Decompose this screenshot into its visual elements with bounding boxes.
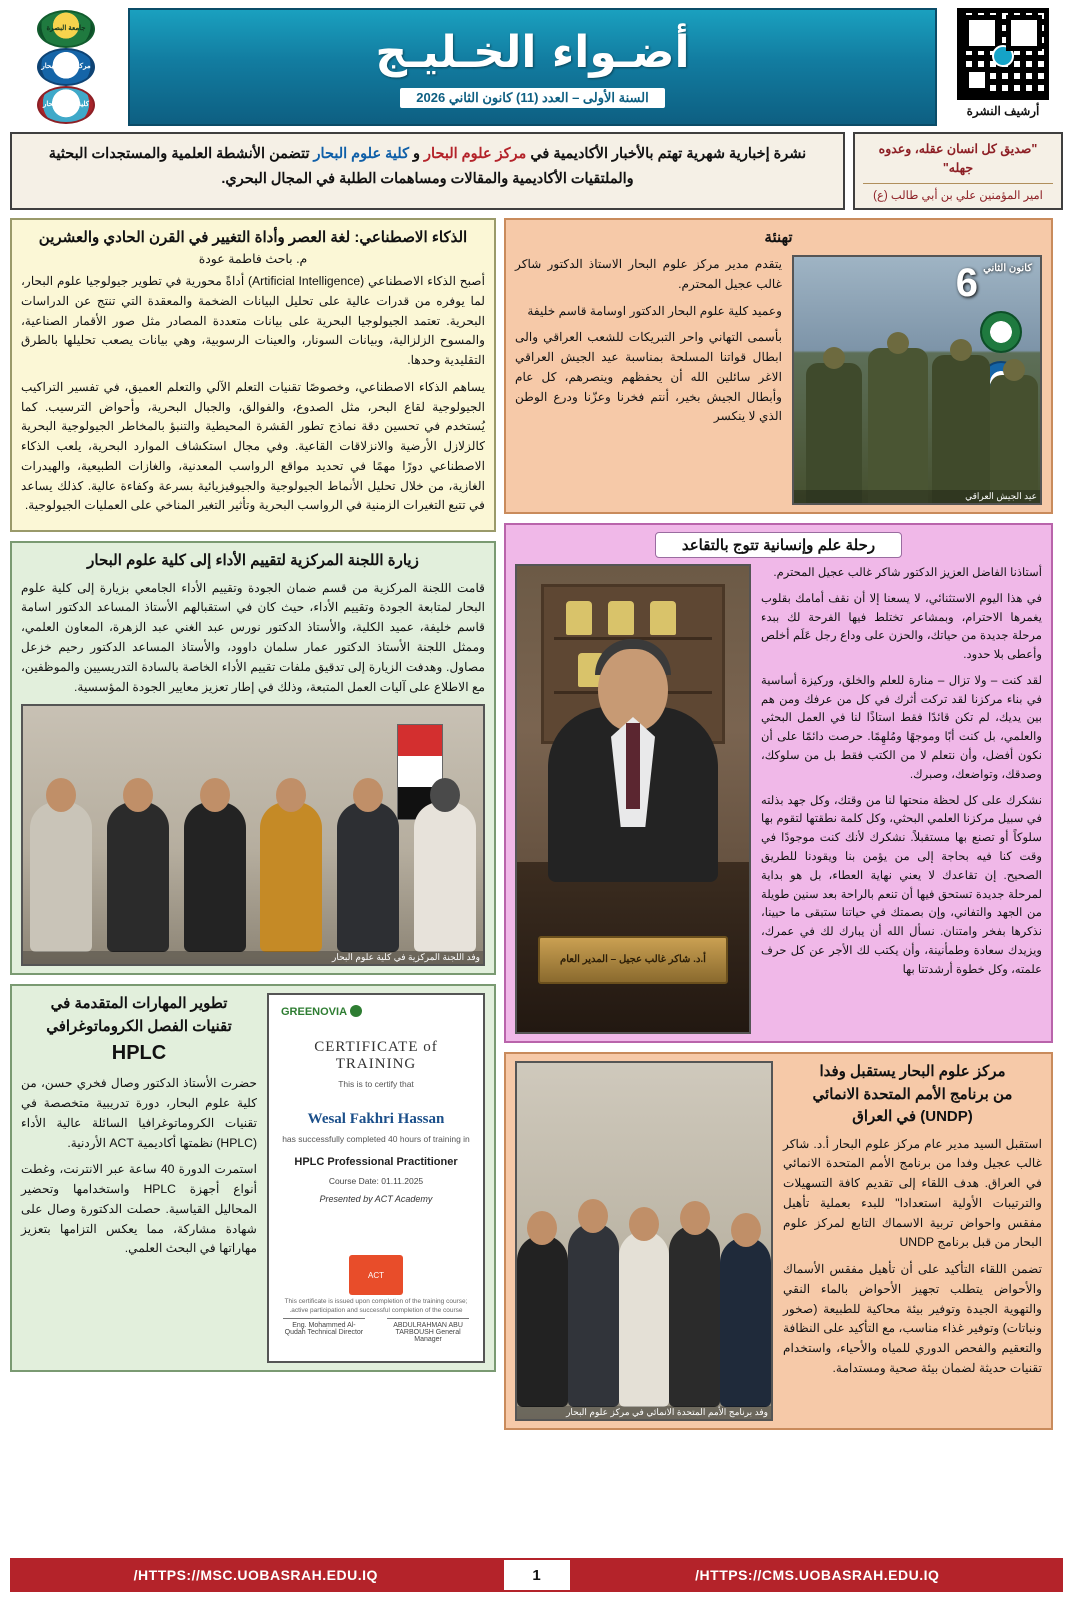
article-congratulations-p2: وعميد كلية علوم البحار الدكتور اوسامة قاسم خليفة bbox=[527, 303, 782, 318]
quote-box bbox=[853, 132, 1063, 210]
photo-army-day-caption: عيد الجيش العراقي bbox=[794, 490, 1040, 503]
header-logos bbox=[10, 8, 122, 126]
article-congratulations bbox=[504, 218, 1053, 515]
footer-link-msc[interactable]: HTTPS://MSC.UOBASRAH.EDU.IQ/ bbox=[10, 1558, 502, 1592]
page-footer bbox=[10, 1558, 1063, 1592]
qr-column bbox=[943, 8, 1063, 126]
lead-paragraph bbox=[10, 132, 845, 210]
greenovia-logo-icon bbox=[281, 1005, 362, 1018]
article-ai-author: م. باحث فاطمة عودة bbox=[198, 252, 308, 266]
certificate-brand: GREENOVIA bbox=[281, 1006, 348, 1019]
person-figure bbox=[337, 802, 399, 952]
article-undp-p2: تضمن اللقاء التأكيد على أن تأهيل مفقس الأسماك والأحواض يتطلب تجهيز الأحواض بالماء النقي والتهوية الجيدة وتوفير بيئة محاكية للطبيعة (صخور ونباتات) وتوفير غذاء مناسب، مع التأكيد على النظافة والتعقيم والفحص الدوري للمياه والأحياء، واستخدام تقنيات حديثة لضمان بيئة صحية ومستدامة. bbox=[783, 1262, 1042, 1375]
article-visit-body bbox=[21, 579, 485, 698]
footer-link-cms[interactable]: HTTPS://CMS.UOBASRAH.EDU.IQ/ bbox=[572, 1558, 1064, 1592]
article-congratulations-p1: يتقدم مدير مركز علوم البحار الاستاذ الدكتور شاكر غالب عجيل المحترم. bbox=[515, 257, 782, 291]
article-congratulations-body bbox=[515, 255, 782, 427]
person-figure bbox=[107, 802, 169, 952]
desk-nameplate: أ.د. شاكر غالب عجيل – المدير العام bbox=[538, 936, 728, 984]
lead-highlight-college: كلية علوم البحار bbox=[313, 146, 409, 162]
certificate-signatures bbox=[283, 1318, 469, 1343]
lead-part1: نشرة إخبارية شهرية تهتم بالأخبار الأكاديمية في bbox=[526, 146, 807, 162]
qr-label: أرشيف النشرة bbox=[966, 104, 1040, 118]
issue-line: السنة الأولى – العدد (11) كانون الثاني 2026 bbox=[400, 88, 664, 108]
army-day-number: 6 bbox=[955, 261, 978, 305]
article-ai-body bbox=[21, 272, 485, 516]
article-hplc bbox=[10, 984, 496, 1372]
qr-code-icon[interactable] bbox=[957, 8, 1049, 100]
content-columns bbox=[10, 218, 1063, 1431]
article-retirement-title: رحلة علم وإنسانية تتوج بالتقاعد bbox=[655, 532, 902, 558]
certificate-presented-by: Presented by ACT Academy bbox=[319, 1194, 433, 1205]
article-retirement-body bbox=[761, 564, 1042, 979]
photo-director bbox=[515, 564, 751, 1034]
left-column bbox=[504, 218, 1053, 1431]
photo-army-day bbox=[792, 255, 1042, 505]
seal-marine-science-center-icon: مركز علوم البحار bbox=[37, 48, 95, 86]
article-hplc-p2: استمرت الدورة 40 ساعة عبر الانترنت، وغطت أنواع أجهزة HPLC واستخدامها وتحضير المحاليل القياسية. حصلت الدكتورة وصال على شهادة مشاركة، مما يعكس التزامها بتعزيز مهاراتها في البحث العلمي. bbox=[21, 1162, 258, 1256]
certificate-recipient: Wesal Fakhri Hassan bbox=[307, 1111, 445, 1128]
masthead-title: أضـواء الخـليـج bbox=[375, 26, 690, 78]
article-retirement-p4: نشكرك على كل لحظة منحتها لنا من وقتك، وكل جهد بذلته في سبيل مركزنا العلمي البحثي، وكل كلمة نطقتها لتقوم بها سلوكاً أو تصنع بها مستقبلاً. نشكرك لأنك كنت موجودًا في وقت كنا فيه بحاجة إلى من يؤمن بنا ويقودنا للطريق الصحيح. إن تقاعدك لا يعني نهاية العطاء، بل هو بداية لمرحلة جديدة تستحق فيها أن تنعم بالراحة بعد سنين طويلة من الجهد والتفاني، وإن بصمتك في حياتنا ستبقى ما حيينا، نذكرها بفخر وامتنان. نسأل الله أن يبارك لك في عمرك، ويزيدك سعادة وطمأنينة، وأن يكتب لك الأجر عن كل حرف علمته، وكل خطوة أرشدتنا بها bbox=[761, 793, 1042, 976]
article-ai-title: الذكاء الاصطناعي: لغة العصر وأداة التغيير في القرن الحادي والعشرين bbox=[38, 228, 468, 246]
article-congratulations-title: تهنئة bbox=[764, 228, 793, 246]
photo-undp-delegation bbox=[515, 1061, 773, 1421]
certificate-signature-right: Eng. Mohammed Al-Qudah Technical Director bbox=[283, 1318, 365, 1343]
seal-university-icon: جامعة البصرة bbox=[37, 10, 95, 48]
army-crest-icon bbox=[980, 311, 1022, 353]
article-undp-title-l1: مركز علوم البحار يستقبل وفدا bbox=[819, 1063, 1006, 1080]
article-ai-p1: أصبح الذكاء الاصطناعي (Artificial Intelligence) أداةً محورية في تطوير جيولوجيا علوم البحار، لما يوفره من قدرات عالية على تحليل البيانات الضخمة والمعقدة التي تنتج عن الدراسات البحرية. تعتمد الجيولوجيا البحرية على بيانات متعددة المصادر مثل صور الأقمار الصناعية، والمسوح الزلزالية، وبيانات السونار، والعينات الرسوبية، وهي بيانات يصعب تحليلها بالطرق التقليدية وحدها. bbox=[21, 274, 485, 368]
article-ai-p2: يساهم الذكاء الاصطناعي، وخصوصًا تقنيات التعلم الآلي والتعلم العميق، في تفسير التراكيب الجيولوجية لقاع البحر، مثل الصدوع، والفوالق، والجبال البحرية، وأحواض الترسيب. كما يُستخدم في تحسين دقة نماذج تطور القشرة المحيطية والتنبؤ بالمخاطر الجيولوجية البحرية كالزلازل الأرضية والانزلاقات القاعية. وفي مجال استكشاف الموارد البحرية، يلعب الذكاء الاصطناعي دورًا مهمًا في تحديد مواقع الرواسب المعدنية، والغازات الطبيعية، والهيدرات الغازية، من خلال تحليل الأنماط الجيولوجية والجيوفيزيائية بسرعة وكفاءة عالية. كذلك يساعد في تتبع التغيرات الزمنية في الرواسب البحرية وتأثير التغير المناخي على العمليات الجيولوجية. bbox=[21, 379, 485, 513]
article-visit bbox=[10, 541, 496, 975]
quote-text: "صديق كل انسان عقله، وعدوه جهله" bbox=[878, 142, 1038, 175]
article-visit-p1: قامت اللجنة المركزية من قسم ضمان الجودة وتقييم الأداء الجامعي بزيارة إلى كلية علوم البحار لمتابعة الجودة وتقييم الأداء، حيث كان في استقبالهم الأستاذ المساعد الدكتور اسامة قاسم خليفة، عميد الكلية، والأستاذ الدكتور نورس عبد الغني عبد الزهرة، المعاون العلمي، وممثل اللجنة الأستاذ الدكتور عمار سلمان داوود، والأستاذ المساعد الدكتور رحيم خزعل مصاول. وهدفت الزيارة إلى تدقيق ملفات تقييم الأداء الخاصة بالسادة التدريسيين والموظفين، مع الاطلاع على آليات العمل المتبعة، وذلك في إطار تعزيز معايير الجودة المؤسسية. bbox=[21, 580, 485, 694]
lead-highlight-center: مركز علوم البحار bbox=[424, 146, 527, 162]
person-figure bbox=[619, 1231, 670, 1407]
seal-college-icon: كلية علوم البحار bbox=[37, 86, 95, 124]
article-ai bbox=[10, 218, 496, 533]
certificate-course: HPLC Professional Practitioner bbox=[294, 1156, 458, 1169]
article-hplc-title-l2: تقنيات الفصل الكروماتوغرافي bbox=[46, 1017, 232, 1035]
lead-part2: تتضمن الأنشطة العلمية والمستجدات البحثية والملتقيات الأكاديمية والمقالات ومساهمات الطلبة في المجال البحري. bbox=[48, 146, 634, 188]
article-hplc-p1: حضرت الأستاذ الدكتور وصال فخري حسن، من كلية علوم البحار، دورة تدريبية متخصصة في تقنيات الكروماتوغرافيا السائلة عالية الأداء (HPLC) نظمتها أكاديمية ACT الأردنية. bbox=[21, 1076, 257, 1150]
article-undp-title-l2: من برنامج الأمم المتحدة الانمائي bbox=[812, 1085, 1013, 1103]
article-congratulations-p3: بأسمى التهاني واحر التبريكات للشعب العراقي والى ابطال قواتنا المسلحة بمناسبة عيد الجيش العراقي الاغر سائلين الله أن يحفظهم وينصرهم، كل عام وأبطال الجيش بخير، أنتم فخرنا وعزّنا ودرع الوطن الذي لا ينكسر bbox=[515, 330, 782, 424]
article-retirement-p3: لقد كنت – ولا تزال – منارة للعلم والخلق، وركيزة أساسية في بناء مركزنا لقد تركت أثرك في كل من عرفك ومن هم بين يديك، لم تكن قائدًا فقط استاذًا لنا في العمل البحثي والعلمي، بل كنت أبًا وموجهًا ومُلهِمًا. حرصت دائمًا على أن نكون أفضل، وأن نتعلم لا من الكتب فقط بل من سلوكك، وصدقك، وتواضعك، وصبرك. bbox=[761, 673, 1042, 781]
right-column bbox=[10, 218, 496, 1431]
army-day-month-label: كانون الثاني bbox=[983, 263, 1032, 274]
quote-source: امير المؤمنين علي بن أبي طالب (ع) bbox=[863, 183, 1053, 202]
certificate-footnote: This certificate is issued upon completion of the training course; active participation and successful completion of the course. bbox=[284, 1298, 468, 1315]
photo-undp-caption: وفد برنامج الأمم المتحدة الانمائي في مركز علوم البحار bbox=[517, 1406, 771, 1419]
article-undp bbox=[504, 1052, 1053, 1430]
article-hplc-title-l1: تطوير المهارات المتقدمة في bbox=[50, 995, 228, 1013]
article-retirement-p2: في هذا اليوم الاستثنائي، لا يسعنا إلا أن نقف أمامك بقلوب يغمرها الاحترام، وبمشاعر تختلط فيها الفرحة لك ببدء مرحلة جديدة من حياتك، والحزن على وداع رجل عَلَم أخلص وأعطى بلا حدود. bbox=[761, 591, 1042, 662]
certificate-description: has successfully completed 40 hours of training in bbox=[282, 1134, 470, 1145]
person-figure bbox=[30, 802, 92, 952]
subheader bbox=[10, 132, 1063, 210]
person-figure bbox=[568, 1223, 619, 1407]
page-header bbox=[10, 8, 1063, 126]
certificate-this-is: This is to certify that bbox=[338, 1079, 414, 1090]
page-number: 1 bbox=[502, 1558, 572, 1592]
lead-mid: و bbox=[408, 146, 425, 162]
article-visit-title: زيارة اللجنة المركزية لتقييم الأداء إلى كلية علوم البحار bbox=[87, 552, 419, 570]
article-retirement-p1: أستاذنا الفاضل العزيز الدكتور شاكر غالب عجيل المحترم. bbox=[773, 566, 1042, 579]
person-figure bbox=[414, 802, 476, 952]
article-hplc-title-l3: HPLC bbox=[111, 1042, 167, 1065]
certificate-image bbox=[267, 993, 485, 1363]
photo-committee-caption: وفد اللجنة المركزية في كلية علوم البحار bbox=[23, 951, 483, 964]
certificate-signature-left: ABDULRAHMAN ABU TARBOUSH General Manager bbox=[387, 1318, 469, 1343]
article-retirement bbox=[504, 523, 1053, 1043]
person-figure bbox=[669, 1225, 720, 1407]
certificate-title: CERTIFICATE of TRAINING bbox=[314, 1039, 438, 1073]
act-academy-logo-icon: ACT bbox=[349, 1255, 403, 1295]
article-undp-body bbox=[783, 1135, 1042, 1379]
article-hplc-body bbox=[21, 1074, 257, 1259]
article-undp-title-l3: (UNDP) في العراق bbox=[852, 1108, 973, 1125]
person-figure bbox=[517, 1235, 568, 1407]
person-figure bbox=[260, 802, 322, 952]
masthead-block bbox=[128, 8, 937, 126]
article-undp-p1: استقبل السيد مدير عام مركز علوم البحار أ.د. شاكر غالب عجيل وفدا من برنامج الأمم المتحدة الانمائي في العراق. هدف اللقاء إلى تقديم كافة التسهيلات والترتيبات الأولية استعدادا" للبدء بعملية تأهيل مفقس واحواض تربية الاسماك التابع لمركز علوم البحار من قبل برنامج UNDP bbox=[783, 1136, 1042, 1250]
person-figure bbox=[720, 1237, 771, 1407]
photo-committee-visit bbox=[21, 704, 485, 966]
certificate-date: Course Date: 01.11.2025 bbox=[328, 1176, 424, 1187]
person-director-figure bbox=[548, 707, 718, 882]
person-figure bbox=[184, 802, 246, 952]
